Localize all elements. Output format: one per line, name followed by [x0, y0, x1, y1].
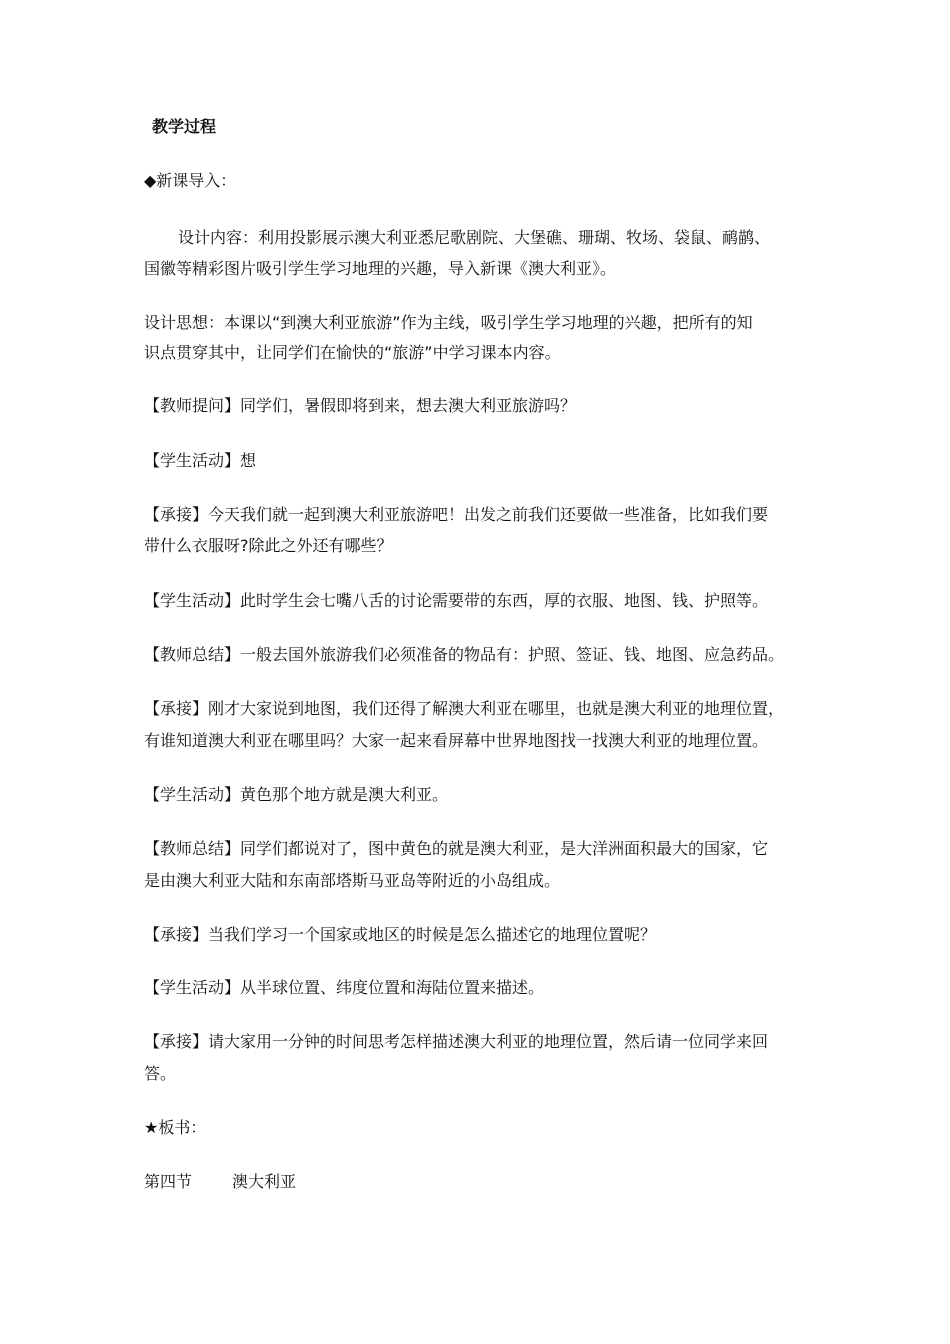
dialogue-line: 【学生活动】此时学生会七嘴八舌的讨论需要带的东西，厚的衣服、地图、钱、护照等。 — [144, 591, 769, 610]
dialogue-line: 带什么衣服呀?除此之外还有哪些？ — [144, 536, 393, 555]
dialogue-line: 【承接】今天我们就一起到澳大利亚旅游吧！出发之前我们还要做一些准备，比如我们要 — [144, 505, 769, 524]
dialogue-line: 有谁知道澳大利亚在哪里吗？大家一起来看屏幕中世界地图找一找澳大利亚的地理位置。 — [144, 731, 769, 750]
dialogue-line: 【学生活动】从半球位置、纬度位置和海陆位置来描述。 — [144, 978, 545, 997]
design-idea-line: 设计思想：本课以“到澳大利亚旅游”作为主线，吸引学生学习地理的兴趣，把所有的知 — [144, 313, 753, 332]
design-content-line: 国徽等精彩图片吸引学生学习地理的兴趣，导入新课《澳大利亚》。 — [144, 259, 617, 278]
dialogue-line: 【学生活动】想 — [144, 451, 257, 470]
dialogue-line: 是由澳大利亚大陆和东南部塔斯马亚岛等附近的小岛组成。 — [144, 871, 561, 890]
dialogue-line: 【承接】当我们学习一个国家或地区的时候是怎么描述它的地理位置呢？ — [144, 925, 657, 944]
dialogue-line: 【承接】请大家用一分钟的时间思考怎样描述澳大利亚的地理位置，然后请一位同学来回 — [144, 1032, 769, 1051]
dialogue-line: 【教师提问】同学们，暑假即将到来，想去澳大利亚旅游吗？ — [144, 396, 577, 415]
section-label: 第四节 — [144, 1172, 193, 1191]
dialogue-line: 答。 — [144, 1064, 177, 1083]
design-content-line: 设计内容：利用投影展示澳大利亚悉尼歌剧院、大堡礁、珊瑚、牧场、袋鼠、鸸鹋、 — [178, 228, 771, 247]
dialogue-line: 【教师总结】同学们都说对了，图中黄色的就是澳大利亚，是大洋洲面积最大的国家，它 — [144, 839, 769, 858]
board-heading: ★板书： — [144, 1118, 207, 1137]
section-heading — [144, 1172, 844, 1192]
design-idea-line: 识点贯穿其中，让同学们在愉快的“旅游”中学习课本内容。 — [144, 343, 561, 362]
dialogue-line: 【学生活动】黄色那个地方就是澳大利亚。 — [144, 785, 449, 804]
dialogue-line: 【承接】刚才大家说到地图，我们还得了解澳大利亚在哪里，也就是澳大利亚的地理位置， — [144, 699, 785, 718]
dialogue-line: 【教师总结】一般去国外旅游我们必须准备的物品有：护照、签证、钱、地图、应急药品。 — [144, 645, 785, 664]
intro-heading: ◆新课导入： — [144, 171, 237, 190]
page-title: 教学过程 — [152, 117, 217, 136]
section-name: 澳大利亚 — [232, 1172, 297, 1191]
